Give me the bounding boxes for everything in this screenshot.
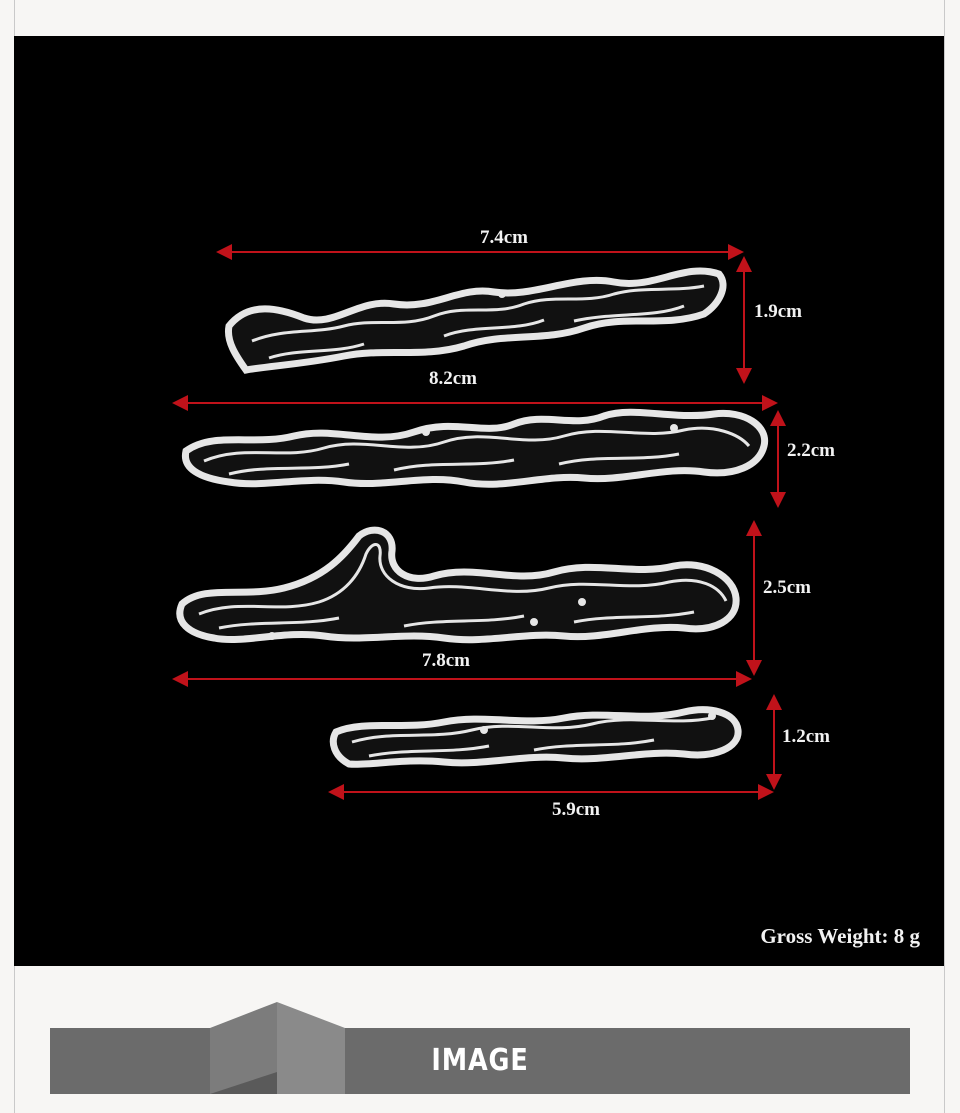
width-label-3: 7.8cm (422, 650, 471, 671)
product-photo (14, 36, 944, 966)
section-title: IMAGE (431, 1043, 529, 1078)
die-happy-new-year (180, 530, 736, 640)
height-label-3: 2.5cm (763, 577, 812, 598)
height-label-4: 1.2cm (782, 726, 831, 747)
width-label-1: 7.4cm (480, 227, 529, 248)
height-label-2: 2.2cm (787, 440, 836, 461)
cutting-dies-illustration (14, 36, 944, 966)
die-happy-birthday (228, 271, 723, 370)
height-label-1: 1.9cm (754, 301, 803, 322)
die-merry-christmas (185, 412, 764, 484)
gross-weight: Gross Weight: 8 g (760, 924, 920, 948)
width-label-2: 8.2cm (429, 368, 478, 389)
width-label-4: 5.9cm (552, 799, 601, 820)
right-border (944, 0, 945, 1113)
die-mummy (333, 710, 738, 765)
